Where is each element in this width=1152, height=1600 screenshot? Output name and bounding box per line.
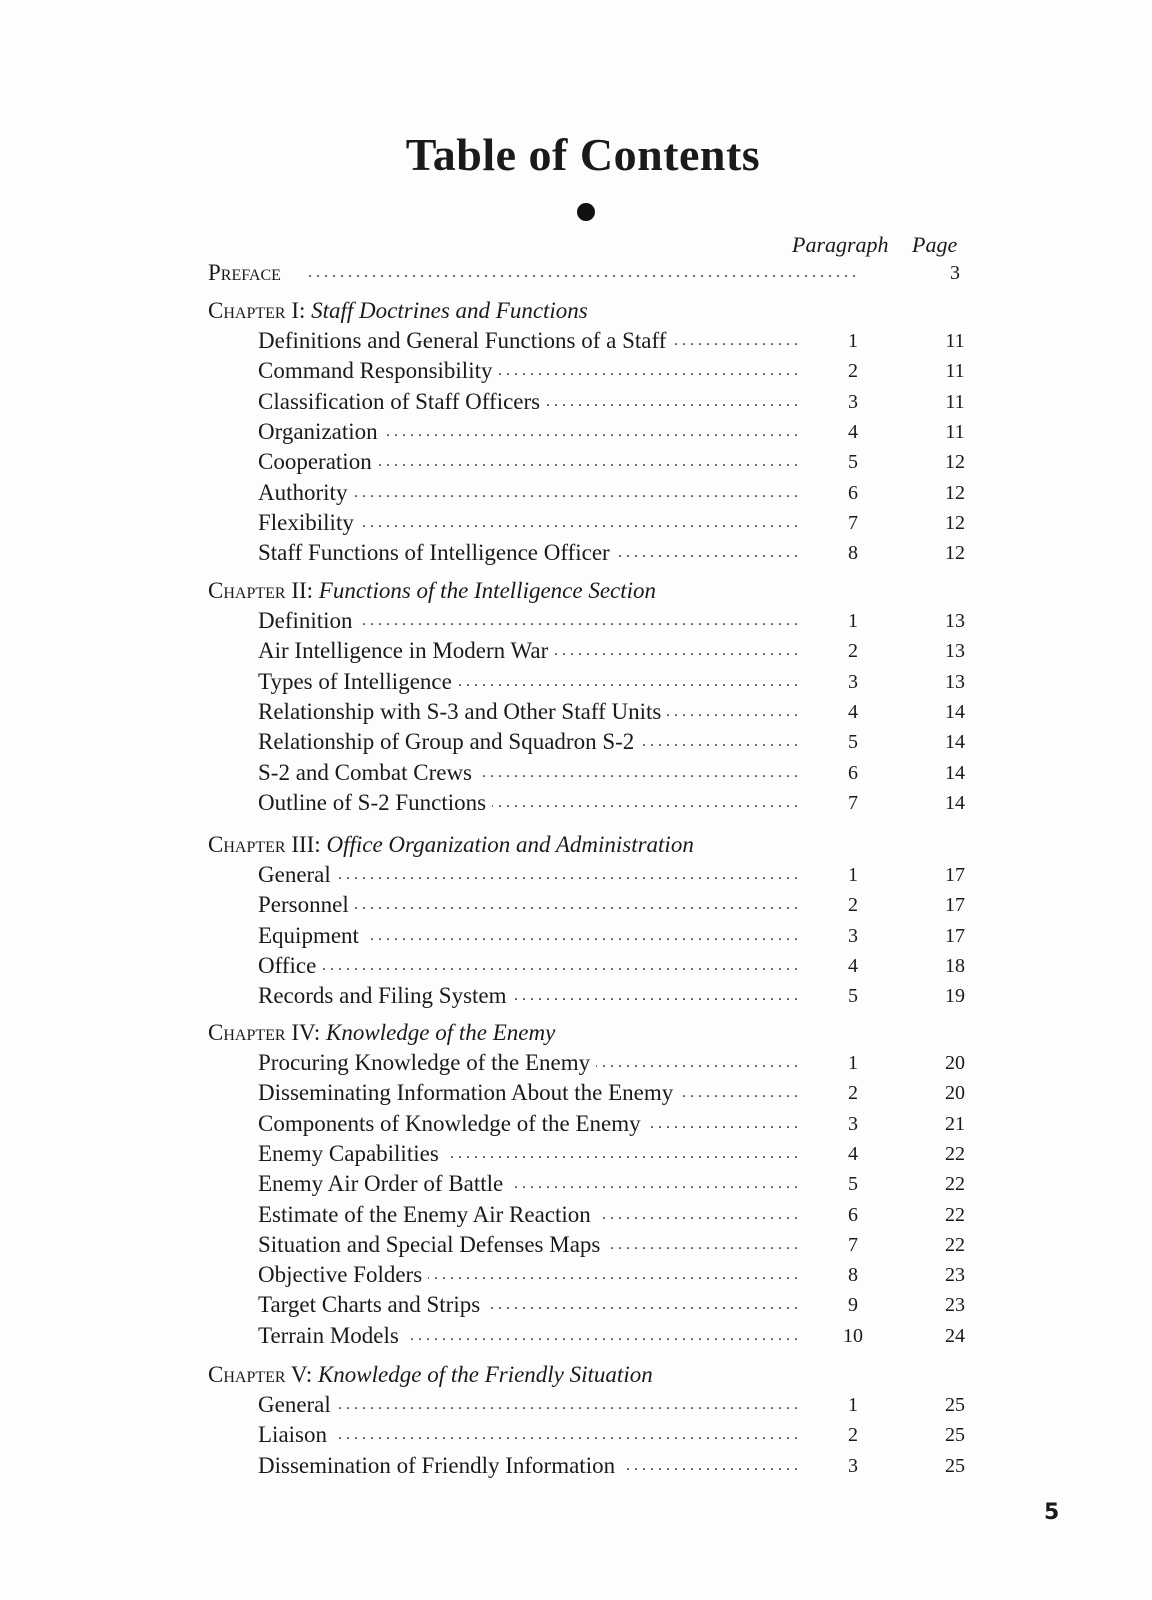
- chapter-numeral: IV:: [291, 1020, 321, 1045]
- toc-entry-title-text: Relationship with S-3 and Other Staff Units: [258, 699, 667, 724]
- toc-entry-row: [0, 1078, 1152, 1108]
- toc-entry-row: [0, 981, 1152, 1011]
- toc-entry-paragraph: 5: [848, 1173, 858, 1196]
- toc-entry-title-text: Definitions and General Functions of a Staff: [258, 328, 672, 353]
- toc-entry-page: 22: [945, 1233, 965, 1256]
- toc-entry-page: 22: [945, 1203, 965, 1226]
- chapter-heading: [208, 1018, 555, 1048]
- toc-entry-page: 13: [945, 670, 965, 693]
- toc-entry-title-text: Equipment: [258, 923, 365, 948]
- toc-entry-title: [258, 417, 798, 447]
- toc-entry-page: 11: [945, 390, 965, 413]
- toc-entry-title-text: Staff Functions of Intelligence Officer: [258, 540, 616, 565]
- column-header-page: Page: [912, 232, 958, 257]
- toc-entry-paragraph: 10: [843, 1324, 863, 1347]
- toc-entry-row: [0, 890, 1152, 920]
- toc-entry-page: 14: [945, 791, 965, 814]
- toc-entry-page: 20: [945, 1052, 965, 1074]
- toc-entry-row: [0, 1321, 1152, 1351]
- chapter-title: Staff Doctrines and Functions: [311, 298, 588, 323]
- toc-entry-title-text: Dissemination of Friendly Information: [258, 1453, 621, 1478]
- toc-entry-paragraph: 1: [848, 864, 858, 886]
- toc-entry-paragraph: 2: [848, 1424, 858, 1447]
- toc-entry-paragraph: 6: [848, 1203, 858, 1226]
- toc-entry-page: 14: [945, 700, 965, 723]
- toc-entry-paragraph: 2: [848, 894, 858, 917]
- chapter-label: Chapter: [208, 1362, 286, 1387]
- toc-entry-title: [258, 1169, 798, 1199]
- toc-entry-row: [0, 1169, 1152, 1199]
- toc-entry-title: [258, 890, 798, 920]
- toc-entry-page: 22: [945, 1173, 965, 1196]
- toc-entry-title-text: Enemy Air Order of Battle: [258, 1171, 509, 1196]
- toc-entry-title: [258, 951, 798, 981]
- chapter-title: Knowledge of the Friendly Situation: [317, 1362, 653, 1387]
- toc-entry-paragraph: 9: [848, 1294, 858, 1317]
- toc-entry-page: 25: [945, 1394, 965, 1416]
- toc-entry-title-text: Organization: [258, 419, 384, 444]
- toc-entry-page: 20: [945, 1082, 965, 1105]
- chapter-label: Chapter: [208, 298, 286, 323]
- toc-entry-page: 25: [945, 1424, 965, 1447]
- toc-entry-row: [0, 1200, 1152, 1230]
- toc-entry-row: [0, 921, 1152, 951]
- toc-entry-title: [258, 447, 798, 477]
- toc-entry-title: [258, 667, 798, 697]
- toc-entry-paragraph: 3: [848, 1112, 858, 1135]
- toc-entry-title-text: Flexibility: [258, 510, 360, 535]
- toc-entry-paragraph: 7: [848, 791, 858, 814]
- toc-entry-page: 22: [945, 1142, 965, 1165]
- toc-entry-row: [0, 356, 1152, 386]
- toc-entry-page: 13: [945, 640, 965, 663]
- toc-entry-page: 25: [945, 1454, 965, 1477]
- toc-entry-title: [258, 921, 798, 951]
- toc-entry-title-text: Estimate of the Enemy Air Reaction: [258, 1202, 597, 1227]
- toc-entry-page: 12: [945, 542, 965, 565]
- toc-entry-row: [0, 478, 1152, 508]
- preface-label: Preface: [208, 260, 281, 285]
- toc-entry-row: [0, 788, 1152, 818]
- toc-entry-row: [0, 1451, 1152, 1481]
- toc-entry-paragraph: 4: [848, 954, 858, 977]
- toc-entry-title-text: Objective Folders: [258, 1262, 428, 1287]
- toc-entry-paragraph: 3: [848, 670, 858, 693]
- column-header-paragraph: Paragraph: [792, 232, 889, 257]
- toc-entry-title-text: Command Responsibility: [258, 358, 498, 383]
- toc-entry-row: [0, 417, 1152, 447]
- toc-entry-row: [0, 1230, 1152, 1260]
- toc-entry-title: [258, 1230, 798, 1260]
- toc-entry-page: 14: [945, 761, 965, 784]
- toc-entry-row: [0, 667, 1152, 697]
- toc-entry-title-text: Liaison: [258, 1422, 333, 1447]
- toc-entry-paragraph: 8: [848, 542, 858, 565]
- toc-entry-title-text: Definition: [258, 608, 359, 633]
- toc-entry-title-text: General: [258, 1392, 337, 1417]
- toc-entry-paragraph: 2: [848, 1082, 858, 1105]
- toc-entry-page: 18: [945, 954, 965, 977]
- toc-entry-paragraph: 6: [848, 761, 858, 784]
- toc-entry-title-text: Target Charts and Strips: [258, 1292, 486, 1317]
- toc-entry-title: [258, 1290, 798, 1320]
- chapter-heading: [208, 1360, 653, 1390]
- toc-entry-paragraph: 4: [848, 420, 858, 443]
- toc-entry-title: [258, 727, 798, 757]
- toc-entry-title-text: S-2 and Combat Crews: [258, 760, 478, 785]
- chapter-numeral: I:: [291, 298, 306, 323]
- toc-entry-row: [0, 697, 1152, 727]
- toc-entry-page: 23: [945, 1294, 965, 1317]
- toc-entry-title: [258, 387, 798, 417]
- toc-entry-page: 12: [945, 451, 965, 474]
- toc-entry-paragraph: 3: [848, 1454, 858, 1477]
- toc-entry-title-text: Cooperation: [258, 449, 378, 474]
- toc-entry-title: [258, 860, 798, 890]
- toc-entry-paragraph: 8: [848, 1264, 858, 1287]
- toc-entry-title-text: Procuring Knowledge of the Enemy: [258, 1050, 596, 1075]
- toc-entry-row: [0, 1260, 1152, 1290]
- toc-entry-title: [258, 636, 798, 666]
- toc-entry-row: [0, 538, 1152, 568]
- chapter-heading: [208, 576, 656, 606]
- toc-entry-row: [0, 636, 1152, 666]
- toc-entry-title: [258, 981, 798, 1011]
- page-number: 5: [1044, 1500, 1060, 1525]
- toc-entry-title: [258, 538, 798, 568]
- toc-entry-paragraph: 5: [848, 731, 858, 754]
- toc-entry-paragraph: 1: [848, 1052, 858, 1074]
- toc-entry-paragraph: 2: [848, 640, 858, 663]
- toc-entry-row: [0, 727, 1152, 757]
- toc-entry-paragraph: 5: [848, 451, 858, 474]
- toc-entry-row: [0, 1290, 1152, 1320]
- chapter-heading: [208, 830, 694, 860]
- toc-entry-title-text: General: [258, 862, 337, 887]
- toc-entry-title-text: Enemy Capabilities: [258, 1141, 445, 1166]
- toc-entry-page: 13: [945, 610, 965, 632]
- toc-entry-title: [258, 1078, 798, 1108]
- toc-entry-title-text: Authority: [258, 480, 353, 505]
- toc-entry-title-text: Office: [258, 953, 322, 978]
- toc-entry-paragraph: 7: [848, 1233, 858, 1256]
- page-title: Table of Contents: [405, 129, 761, 180]
- toc-entry-paragraph: 4: [848, 1142, 858, 1165]
- toc-entry-paragraph: 1: [848, 1394, 858, 1416]
- chapter-label: Chapter: [208, 832, 286, 857]
- toc-entry-page: 17: [945, 894, 965, 917]
- toc-entry-title-text: Relationship of Group and Squadron S-2: [258, 729, 640, 754]
- chapter-label: Chapter: [208, 578, 286, 603]
- toc-entry-page: 11: [945, 330, 965, 352]
- toc-entry-title: [258, 1109, 798, 1139]
- toc-entry-title-text: Air Intelligence in Modern War: [258, 638, 554, 663]
- toc-entry-row: [0, 1048, 1152, 1078]
- toc-entry-row: [0, 1420, 1152, 1450]
- toc-entry-row: [0, 447, 1152, 477]
- toc-entry-title: [258, 1451, 798, 1481]
- toc-entry-title-text: Outline of S-2 Functions: [258, 790, 492, 815]
- toc-entry-paragraph: 2: [848, 360, 858, 383]
- toc-entry-title: [258, 508, 798, 538]
- toc-entry-paragraph: 6: [848, 481, 858, 504]
- toc-entry-title: [258, 1260, 798, 1290]
- toc-entry-page: 24: [945, 1324, 965, 1347]
- preface-row: [0, 258, 1152, 288]
- toc-entry-page: 11: [945, 360, 965, 383]
- toc-entry-paragraph: 3: [848, 924, 858, 947]
- toc-entry-row: [0, 758, 1152, 788]
- toc-entry-row: [0, 326, 1152, 356]
- toc-entry-paragraph: 5: [848, 985, 858, 1008]
- toc-entry-paragraph: 1: [848, 610, 858, 632]
- toc-entry-title-text: Disseminating Information About the Enemy: [258, 1080, 679, 1105]
- toc-entry-title-text: Situation and Special Defenses Maps: [258, 1232, 606, 1257]
- toc-entry-title: [258, 788, 798, 818]
- chapter-numeral: II:: [291, 578, 314, 603]
- chapter-numeral: III:: [291, 832, 321, 857]
- toc-entry-row: [0, 951, 1152, 981]
- toc-entry-page: 17: [945, 924, 965, 947]
- chapter-numeral: V:: [290, 1362, 313, 1387]
- chapter-label: Chapter: [208, 1020, 286, 1045]
- toc-entry-page: 19: [945, 985, 965, 1008]
- toc-entry-page: 23: [945, 1264, 965, 1287]
- toc-entry-paragraph: 7: [848, 511, 858, 534]
- toc-entry-paragraph: 4: [848, 700, 858, 723]
- preface-leader: [300, 258, 860, 288]
- toc-entry-row: [0, 508, 1152, 538]
- toc-entry-title: [258, 1321, 798, 1351]
- toc-entry-title: [258, 1200, 798, 1230]
- toc-entry-row: [0, 860, 1152, 890]
- toc-entry-title-text: Components of Knowledge of the Enemy: [258, 1111, 647, 1136]
- toc-entry-title-text: Classification of Staff Officers: [258, 389, 546, 414]
- toc-entry-title: [258, 478, 798, 508]
- toc-entry-title: [258, 697, 798, 727]
- toc-entry-title: [258, 1048, 798, 1078]
- toc-entry-title-text: Types of Intelligence: [258, 669, 458, 694]
- toc-entry-row: [0, 387, 1152, 417]
- ornament-bullet: [577, 203, 595, 221]
- toc-entry-title-text: Personnel: [258, 892, 355, 917]
- toc-entry-title-text: Terrain Models: [258, 1323, 405, 1348]
- chapter-title: Functions of the Intelligence Section: [318, 578, 657, 603]
- toc-entry-paragraph: 3: [848, 390, 858, 413]
- toc-entry-title: [258, 1420, 798, 1450]
- toc-entry-title: [258, 1390, 798, 1420]
- preface-page: 3: [950, 262, 960, 284]
- toc-entry-paragraph: 1: [848, 330, 858, 352]
- toc-entry-title: [258, 1139, 798, 1169]
- chapter-heading: [208, 296, 588, 326]
- toc-entry-title: [258, 356, 798, 386]
- chapter-title: Office Organization and Administration: [326, 832, 694, 857]
- toc-entry-title: [258, 606, 798, 636]
- toc-entry-page: 14: [945, 731, 965, 754]
- toc-entry-title: [258, 326, 798, 356]
- toc-entry-page: 21: [945, 1112, 965, 1135]
- toc-entry-page: 11: [945, 420, 965, 443]
- toc-entry-page: 12: [945, 481, 965, 504]
- toc-entry-title: [258, 758, 798, 788]
- toc-entry-page: 17: [945, 864, 965, 886]
- toc-entry-title-text: Records and Filing System: [258, 983, 513, 1008]
- toc-entry-row: [0, 606, 1152, 636]
- toc-entry-page: 12: [945, 511, 965, 534]
- toc-entry-row: [0, 1139, 1152, 1169]
- toc-entry-row: [0, 1390, 1152, 1420]
- toc-entry-row: [0, 1109, 1152, 1139]
- chapter-title: Knowledge of the Enemy: [326, 1020, 556, 1045]
